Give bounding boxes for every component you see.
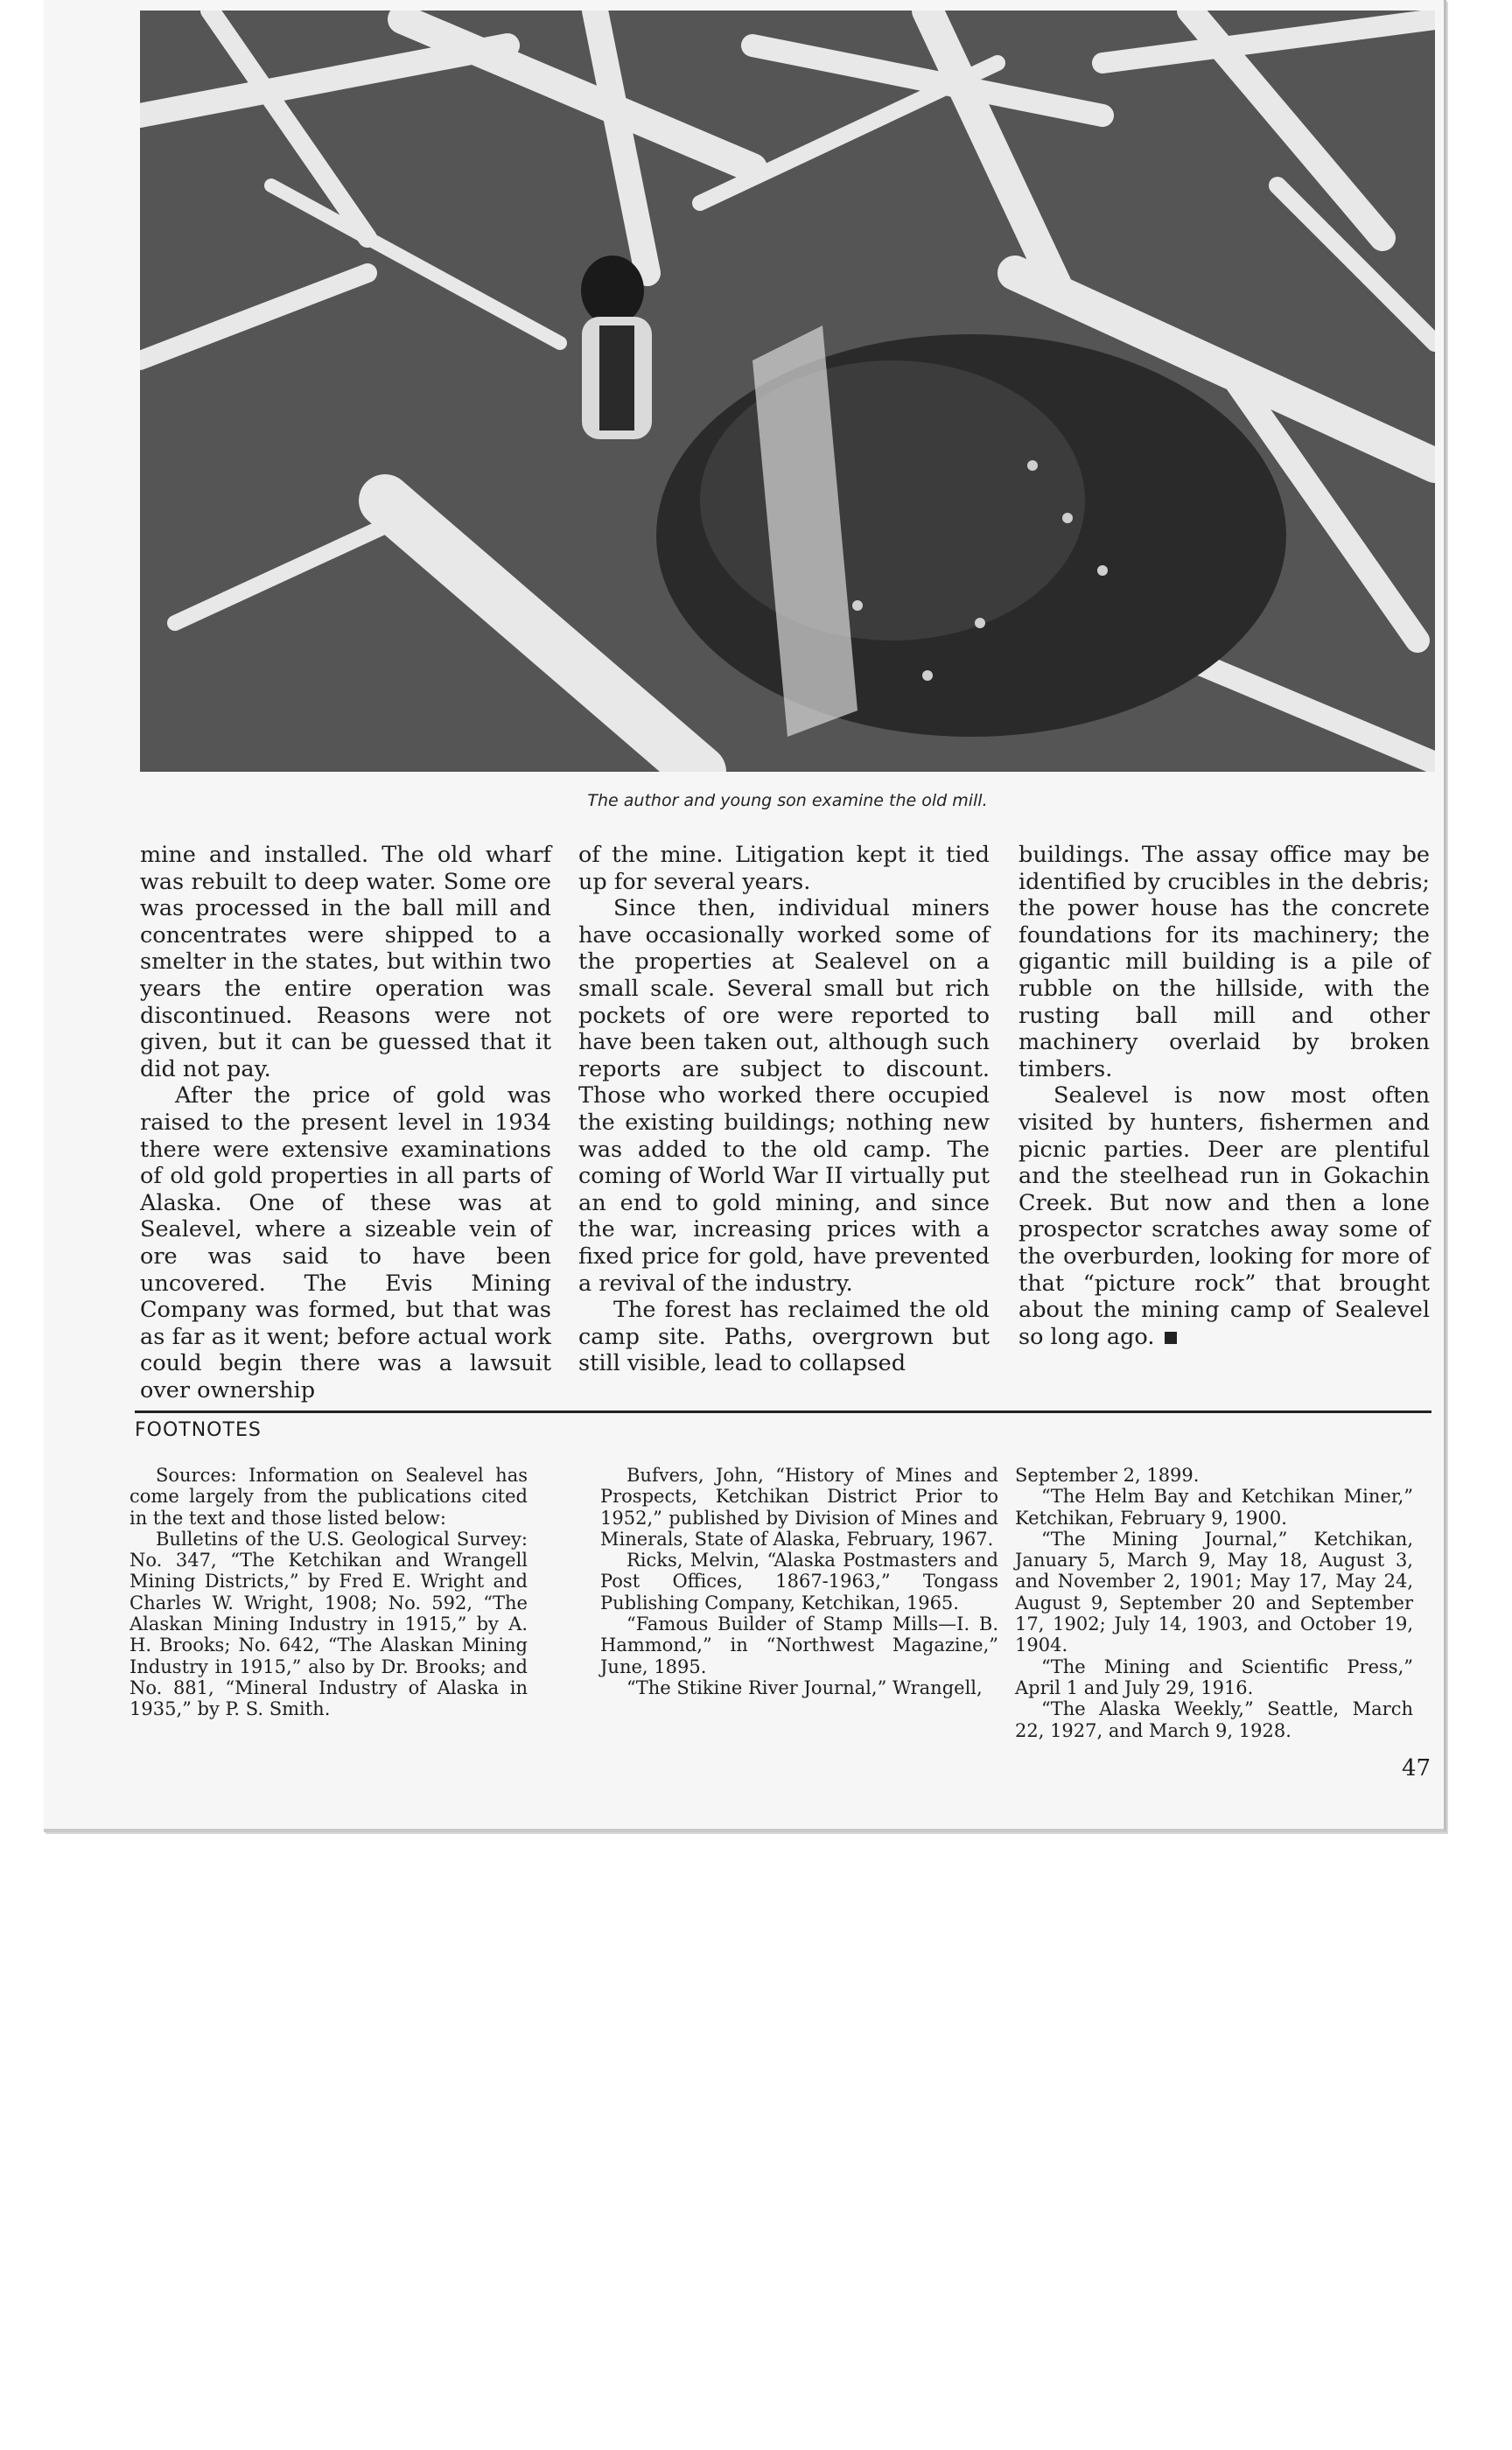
page-number: 47 <box>1402 1755 1432 1782</box>
footnote: “The Mining Journal,” Ketchikan, January 5, March 9, May 18, August 3, and November 2, 1901; May 17, May 24, August 9, September 20 and September 17, 1902; July 14, 1903, and October 19, 1904. <box>1015 1528 1413 1656</box>
paragraph: The forest has reclaimed the old camp site. Paths, overgrown but still visible, lead to collapsed <box>578 1297 990 1377</box>
paragraph: buildings. The assay office may be identified by crucibles in the debris; the power house has the concrete foundations for its machinery; the gigantic mill building is a pile of rubble on the hillside, with the rusting ball mill and other machinery overlaid by broken timbers. <box>1018 842 1430 1082</box>
footnote-divider <box>135 1410 1432 1413</box>
article-column-2 <box>578 842 990 1377</box>
footnote: “The Mining and Scientific Press,” April 1 and July 29, 1916. <box>1015 1656 1413 1698</box>
footnote: “The Helm Bay and Ketchikan Miner,” Ketchikan, February 9, 1900. <box>1015 1486 1413 1529</box>
footnotes-column-2 <box>600 1465 998 1698</box>
footnote: Bulletins of the U.S. Geological Survey: No. 347, “The Ketchikan and Wrangell Mining Districts,” by Fred E. Wright and Charles W. Wright, 1908; No. 592, “The Alaskan Mining Industry in 1915,” by A. H. Brooks; No. 642, “The Alaskan Mining Industry in 1915,” also by Dr. Brooks; and No. 881, “Mineral Industry of Alaska in 1935,” by P. S. Smith. <box>130 1528 528 1720</box>
paragraph-text: Sealevel is now most often visited by hunters, fishermen and picnic parties. Deer are plentiful and the steelhead run in Gokachin Creek. But now and then a lone prospector scratches away some of the overburden, looking for more of that “picture rock” that brought about the mining camp of Sealevel so long ago. <box>1018 1082 1430 1350</box>
paragraph: of the mine. Litigation kept it tied up for several years. <box>578 842 990 895</box>
footnote: “Famous Builder of Stamp Mills—I. B. Hammond,” in “Northwest Magazine,” June, 1895. <box>600 1614 998 1677</box>
end-mark-icon <box>1165 1332 1177 1344</box>
photo-caption: The author and young son examine the old mill. <box>587 791 988 810</box>
paragraph-final <box>1018 1082 1430 1350</box>
footnote: Sources: Information on Sealevel has come largely from the publications cited in the text and those listed below: <box>130 1465 528 1529</box>
article-column-1 <box>140 842 551 1404</box>
footnote: “The Alaska Weekly,” Seattle, March 22, 1927, and March 9, 1928. <box>1015 1698 1413 1741</box>
footnote: “The Stikine River Journal,” Wrangell, <box>626 1676 983 1698</box>
footnotes-column-3 <box>1015 1465 1413 1741</box>
footnote: Ricks, Melvin, “Alaska Postmasters and Post Offices, 1867-1963,” Tongass Publishing Company, Ketchikan, 1965. <box>600 1550 998 1614</box>
document-page <box>44 0 1446 1832</box>
paragraph: After the price of gold was raised to the present level in 1934 there were extensive examinations of old gold properties in all parts of Alaska. One of these was at Sealevel, where a sizeable vein of ore was said to have been uncovered. The Evis Mining Company was formed, but that was as far as it went; before actual work could begin there was a lawsuit over ownership <box>140 1082 551 1404</box>
footnotes-heading: FOOTNOTES <box>135 1419 262 1441</box>
footnote: Bufvers, John, “History of Mines and Prospects, Ketchikan District Prior to 1952,” published by Division of Mines and Minerals, State of Alaska, February, 1967. <box>600 1465 998 1550</box>
paragraph: Since then, individual miners have occasionally worked some of the properties at Sealevel on a small scale. Several small but rich pockets of ore were reported to have been taken out, although such reports are subject to discount. Those who worked there occupied the existing buildings; nothing new was added to the old camp. The coming of World War II virtually put an end to gold mining, and since the war, increasing prices with a fixed price for gold, have prevented a revival of the industry. <box>578 895 990 1297</box>
footnote: September 2, 1899. <box>1015 1465 1200 1486</box>
footnotes-column-1 <box>130 1465 528 1720</box>
article-column-3 <box>1018 842 1430 1350</box>
photograph-icon <box>140 10 1435 772</box>
mill-photograph <box>140 10 1435 772</box>
paragraph: mine and installed. The old wharf was rebuilt to deep water. Some ore was processed in the ball mill and concentrates were shipped to a smelter in the states, but within two years the entire operation was discontinued. Reasons were not given, but it can be guessed that it did not pay. <box>140 842 551 1082</box>
